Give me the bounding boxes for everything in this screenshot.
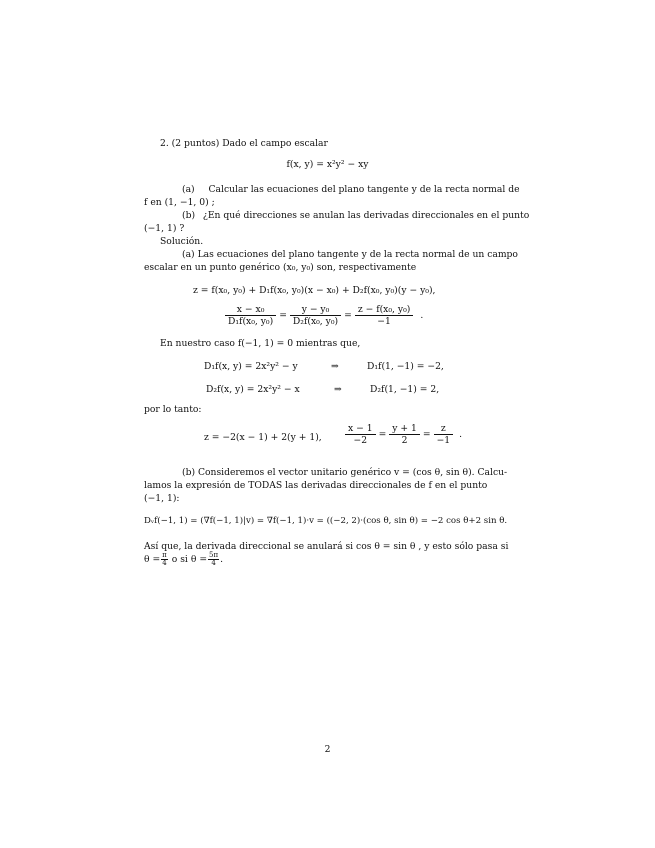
- part-b-cont: (−1, 1) ?: [144, 223, 185, 234]
- part-b-label: (b): [182, 210, 196, 221]
- part-b-line: [182, 210, 529, 222]
- solution-b-intro-3: (−1, 1):: [144, 493, 180, 504]
- part-a-line: [182, 184, 520, 196]
- part-a-label: (a): [182, 184, 195, 195]
- d2-lhs: D₂f(x, y) = 2x²y² − x: [206, 384, 300, 395]
- directional-derivative-equation: Dᵥf(−1, 1) = (∇f(−1, 1)|v) = ∇f(−1, 1)·v = ((−2, 2)·(cos θ, sin θ) = −2 cos θ+2 sin θ.: [144, 516, 508, 526]
- normal-line-fraction-2: $\frac{\text{y − y₀}}{\text{D₂f(x₀, y₀)}}$: [290, 304, 341, 327]
- conclusion-1: Así que, la derivada direccional se anulará si cos θ = sin θ , y esto sólo pasa si: [144, 541, 509, 552]
- part-a-cont: f en (1, −1, 0) ;: [144, 197, 215, 208]
- therefore-text: por lo tanto:: [144, 404, 202, 415]
- d1-arrow: ⇒: [331, 361, 339, 372]
- d1-rhs: D₁f(1, −1) = −2,: [367, 361, 444, 372]
- normal-line-equation: $\frac{\text{x − x₀}}{\text{D₁f(x₀, y₀)}}$ = $\frac{\text{y − y₀}}{\text{D₂f(x₀, y₀)}}$ = $\frac{\text{z − f(x₀, y₀)}}{-1}$ .: [222, 304, 423, 327]
- case-text: En nuestro caso f(−1, 1) = 0 mientras que,: [160, 338, 361, 349]
- part-b-text: ¿En qué direcciones se anulan las derivadas direccionales en el punto: [202, 210, 530, 221]
- theta-fraction-1: $\frac{\pi}{4}$: [162, 551, 167, 568]
- d1-lhs: D₁f(x, y) = 2x²y² − y: [204, 361, 298, 372]
- solution-b-intro-2: lamos la expresión de TODAS las derivadas direccionales de f en el punto: [144, 480, 488, 491]
- d2-rhs: D₂f(1, −1) = 2,: [370, 384, 440, 395]
- solution-b-intro-1: (b) Consideremos el vector unitario genérico v = (cos θ, sin θ). Calcu-: [182, 467, 508, 478]
- part-a-text: Calcular las ecuaciones del plano tangente y de la recta normal de: [208, 184, 520, 195]
- result-line: $\frac{x - 1}{-2}$ = $\frac{y + 1}{2}$ = $\frac{z}{-1}$ .: [342, 423, 462, 446]
- problem-header: 2. (2 puntos) Dado el campo escalar: [160, 138, 328, 149]
- result-line-fraction-1: $\frac{x - 1}{-2}$: [345, 423, 376, 446]
- solution-title: Solución.: [160, 236, 204, 247]
- main-equation: f(x, y) = x²y² − xy: [286, 159, 369, 170]
- normal-line-fraction-1: $\frac{\text{x − x₀}}{\text{D₁f(x₀, y₀)}}$: [225, 304, 276, 327]
- conclusion-2: θ = $\frac{\pi}{4}$ o si θ = $\frac{5\pi}{4}$ .: [144, 551, 224, 568]
- page-number: 2: [324, 744, 331, 755]
- normal-line-fraction-3: $\frac{\text{z − f(x₀, y₀)}}{-1}$: [355, 304, 414, 327]
- theta-fraction-2: $\frac{5\pi}{4}$: [209, 551, 219, 568]
- result-line-fraction-2: $\frac{y + 1}{2}$: [389, 423, 420, 446]
- result-line-fraction-3: $\frac{z}{-1}$: [434, 423, 454, 446]
- result-plane: z = −2(x − 1) + 2(y + 1),: [204, 432, 322, 443]
- solution-a-intro-1: (a) Las ecuaciones del plano tangente y de la recta normal de un campo: [182, 249, 518, 260]
- d2-arrow: ⇒: [334, 384, 342, 395]
- tangent-plane-equation: z = f(x₀, y₀) + D₁f(x₀, y₀)(x − x₀) + D₂f(x₀, y₀)(y − y₀),: [193, 285, 436, 296]
- solution-a-intro-2: escalar en un punto genérico (x₀, y₀) son, respectivamente: [144, 262, 417, 273]
